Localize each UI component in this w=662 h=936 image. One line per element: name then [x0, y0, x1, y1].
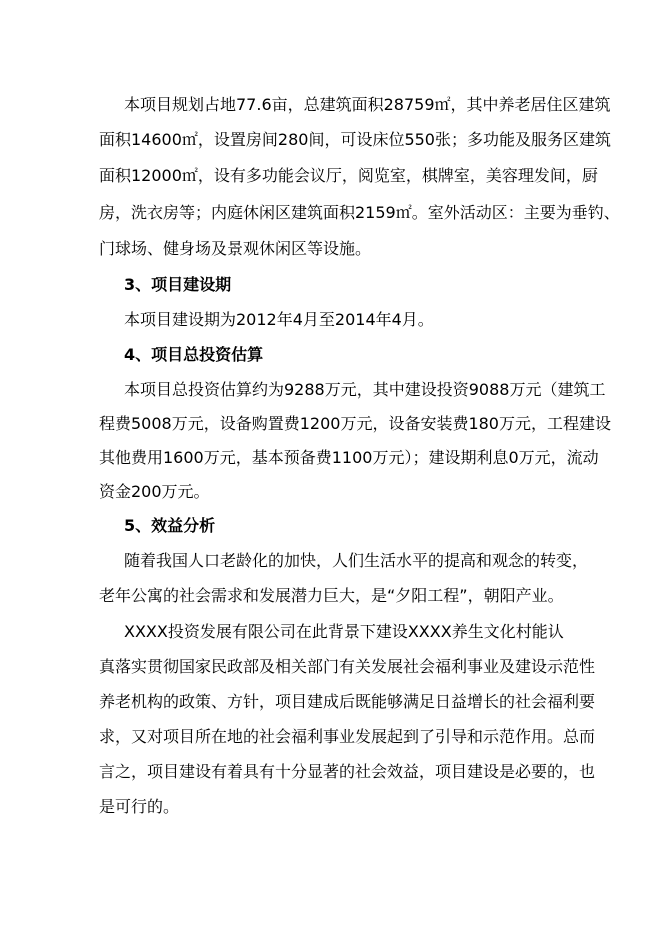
section-5-para-b-line-6: 是可行的。 [99, 797, 180, 816]
section-5-para-b-line-3: 养老机构的政策、方针，项目建成后既能够满足日益增长的社会福利要 [99, 692, 596, 711]
paragraph-1-line-3: 面积12000㎡，设有多功能会议厅，阅览室，棋牌室，美容理发间，厨 [99, 166, 598, 185]
section-4-heading: 4、项目总投资估算 [124, 345, 264, 364]
section-5-para-b-line-4: 求，又对项目所在地的社会福利事业发展起到了引导和示范作用。总而 [99, 727, 596, 746]
section-5-heading: 5、效益分析 [124, 516, 216, 535]
section-3-line-1: 本项目建设期为2012年4月至2014年4月。 [124, 310, 434, 329]
section-5-para-b-line-1: XXXX投资发展有限公司在此背景下建设XXXX养生文化村能认 [124, 622, 564, 641]
paragraph-1-line-4: 房，洗衣房等；内庭休闲区建筑面积2159㎡。室外活动区：主要为垂钓、 [99, 203, 620, 222]
section-4-line-4: 资金200万元。 [99, 482, 210, 501]
paragraph-1-line-1: 本项目规划占地77.6亩，总建筑面积28759㎡，其中养老居住区建筑 [124, 95, 611, 114]
section-5-para-b-line-2: 真落实贯彻国家民政部及相关部门有关发展社会福利事业及建设示范性 [99, 657, 596, 676]
section-4-line-1: 本项目总投资估算约为9288万元，其中建设投资9088万元（建筑工 [124, 380, 606, 399]
section-3-heading: 3、项目建设期 [124, 275, 232, 294]
section-5-para-a-line-1: 随着我国人口老龄化的加快，人们生活水平的提高和观念的转变， [124, 551, 589, 570]
section-4-line-2: 程费5008万元，设备购置费1200万元，设备安装费180万元，工程建设 [99, 414, 611, 433]
paragraph-1-line-5: 门球场、健身场及景观休闲区等设施。 [99, 239, 372, 258]
section-4-line-3: 其他费用1600万元，基本预备费1100万元）；建设期利息0万元，流动 [99, 448, 599, 467]
paragraph-1-line-2: 面积14600㎡，设置房间280间，可设床位550张；多功能及服务区建筑 [99, 130, 611, 149]
section-5-para-a-line-2: 老年公寓的社会需求和发展潜力巨大，是“夕阳工程”，朝阳产业。 [99, 586, 564, 605]
section-5-para-b-line-5: 言之，项目建设有着具有十分显著的社会效益，项目建设是必要的，也 [99, 762, 596, 781]
